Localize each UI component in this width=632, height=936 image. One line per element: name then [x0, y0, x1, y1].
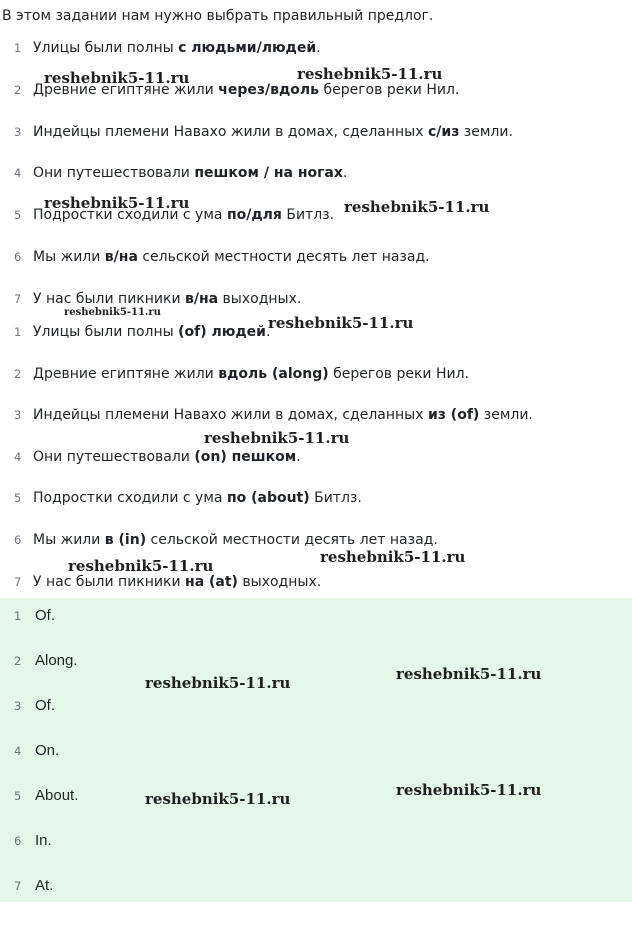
item-text: [33, 162, 347, 184]
item-number: 5: [14, 491, 22, 505]
item-number: 3: [14, 408, 22, 422]
answer-number: 2: [14, 654, 22, 668]
text-fragment: .: [342, 165, 348, 181]
watermark: reshebnik5-11.ru: [268, 314, 414, 332]
answer-number: 7: [14, 879, 22, 893]
text-fragment: Улицы были полны: [33, 40, 179, 56]
watermark: reshebnik5-11.ru: [204, 429, 350, 447]
item-text: [33, 121, 513, 143]
text-fragment: сельской местности десять лет назад.: [137, 249, 430, 265]
answer-text: About.: [35, 787, 79, 804]
preposition-emphasis: на (at): [185, 574, 238, 590]
preposition-emphasis: из (of): [427, 407, 480, 423]
item-text: [33, 404, 533, 426]
text-fragment: Индейцы племени Навахо жили в домах, сделанных: [33, 124, 428, 140]
item-number: 5: [14, 208, 22, 222]
watermark: reshebnik5-11.ru: [396, 781, 542, 799]
item-text: [33, 246, 430, 268]
text-fragment: .: [316, 40, 321, 56]
watermark: reshebnik5-11.ru: [44, 194, 190, 212]
watermark: reshebnik5-11.ru: [145, 674, 291, 692]
text-fragment: Битлз.: [281, 207, 335, 223]
text-fragment: .: [265, 324, 271, 340]
watermark: reshebnik5-11.ru: [68, 557, 214, 575]
answer-text: Along.: [35, 652, 78, 669]
answer-text: Of.: [35, 697, 56, 714]
text-fragment: Они путешествовали: [33, 165, 195, 181]
text-fragment: берегов реки Нил.: [328, 366, 470, 382]
preposition-emphasis: в/на: [185, 291, 219, 307]
text-fragment: Мы жили: [33, 249, 105, 265]
text-fragment: Мы жили: [33, 532, 105, 548]
watermark: reshebnik5-11.ru: [44, 69, 190, 87]
watermark: reshebnik5-11.ru: [297, 65, 443, 83]
preposition-emphasis: по (about): [226, 490, 310, 506]
answer-number: 4: [14, 744, 22, 758]
item-text: [33, 487, 362, 509]
item-text: [33, 321, 270, 343]
answer-number: 1: [14, 609, 22, 623]
watermark: reshebnik5-11.ru: [344, 198, 490, 216]
text-fragment: Древние египтяне жили: [33, 366, 219, 382]
text-fragment: земли.: [459, 124, 513, 140]
preposition-emphasis: по/для: [226, 207, 282, 223]
answer-number: 6: [14, 834, 22, 848]
text-fragment: .: [296, 449, 301, 465]
watermark: reshebnik5-11.ru: [64, 307, 161, 318]
item-text: [33, 446, 301, 468]
answer-number: 3: [14, 699, 22, 713]
preposition-emphasis: с/из: [427, 124, 460, 140]
answers-block: [0, 598, 632, 902]
item-number: 2: [14, 83, 22, 97]
answer-number: 5: [14, 789, 22, 803]
preposition-emphasis: в (in): [104, 532, 147, 548]
text-fragment: У нас были пикники: [33, 291, 186, 307]
answer-text: In.: [35, 832, 52, 849]
item-text: [33, 37, 321, 59]
text-fragment: Индейцы племени Навахо жили в домах, сделанных: [33, 407, 428, 423]
text-fragment: У нас были пикники: [33, 574, 186, 590]
text-fragment: Подростки сходили с ума: [33, 490, 227, 506]
watermark: reshebnik5-11.ru: [320, 548, 466, 566]
intro-text: В этом задании нам нужно выбрать правильный предлог.: [2, 8, 434, 24]
answer-text: Of.: [35, 607, 56, 624]
text-fragment: Они путешествовали: [33, 449, 195, 465]
item-number: 6: [14, 250, 22, 264]
text-fragment: сельской местности десять лет назад.: [146, 532, 438, 548]
text-fragment: Древние египтяне жили: [33, 82, 219, 98]
preposition-emphasis: (on) пешком: [194, 449, 297, 465]
text-fragment: Битлз.: [309, 490, 362, 506]
text-fragment: земли.: [479, 407, 533, 423]
preposition-emphasis: с людьми/людей: [178, 40, 317, 56]
item-number: 6: [14, 533, 22, 547]
text-fragment: выходных.: [237, 574, 322, 590]
item-number: 1: [14, 325, 22, 339]
watermark: reshebnik5-11.ru: [145, 790, 291, 808]
answer-text: At.: [35, 877, 54, 894]
item-number: 4: [14, 166, 22, 180]
preposition-emphasis: в/на: [104, 249, 138, 265]
text-fragment: Подростки сходили с ума: [33, 207, 227, 223]
preposition-emphasis: через/вдоль: [218, 82, 319, 98]
item-number: 4: [14, 450, 22, 464]
answer-text: On.: [35, 742, 60, 759]
text-fragment: выходных.: [218, 291, 302, 307]
preposition-emphasis: (of) людей: [178, 324, 266, 340]
item-number: 7: [14, 292, 22, 306]
item-number: 1: [14, 41, 22, 55]
text-fragment: Улицы были полны: [33, 324, 179, 340]
watermark: reshebnik5-11.ru: [396, 665, 542, 683]
preposition-emphasis: вдоль (along): [218, 366, 329, 382]
item-number: 7: [14, 575, 22, 589]
item-text: [33, 363, 469, 385]
preposition-emphasis: пешком / на ногах: [194, 165, 343, 181]
text-fragment: берегов реки Нил.: [319, 82, 460, 98]
item-number: 2: [14, 367, 22, 381]
item-number: 3: [14, 125, 22, 139]
